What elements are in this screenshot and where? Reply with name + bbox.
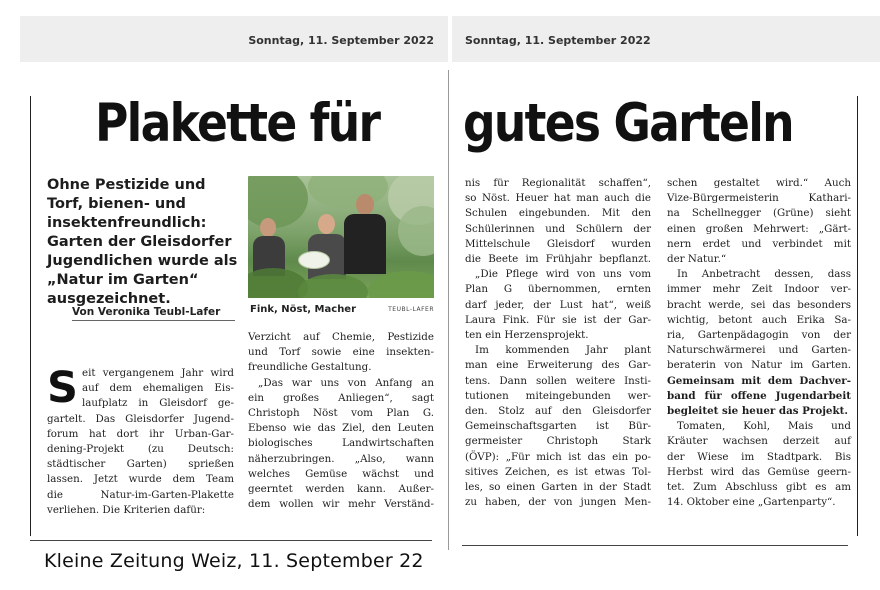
- article-text-line: darf jeder, der Lust hat“, weiß: [465, 298, 651, 311]
- article-text-line: Vize-Bürgermeisterin Kathari-: [667, 192, 851, 205]
- left-border: [30, 96, 31, 536]
- article-text-line: „Die Pflege wird von uns vom: [475, 268, 651, 281]
- person-head: [356, 194, 374, 215]
- article-text-line: germeister Christoph Stark: [465, 435, 651, 448]
- article-text-line: ria, Gartenpädagogin von der: [667, 329, 851, 342]
- byline-rule: [72, 320, 235, 321]
- article-text-line: ein großes Anliegen“, sagt: [248, 391, 434, 404]
- article-text-line: tet. Zum Abschluss gibt es am: [667, 481, 851, 494]
- article-text-line: forum hat dort ihr Urban-Gar-: [47, 427, 234, 440]
- article-text-line: dem wollen wir mehr Verständ-: [248, 498, 434, 511]
- article-text-line: „Das war uns von Anfang an: [258, 376, 434, 389]
- article-photo: [248, 176, 434, 298]
- article-text-line: dening-Projekt (zu Deutsch:: [47, 443, 234, 456]
- bottom-rule-right: [462, 545, 848, 546]
- article-text-line: auf dem ehemaligen Eis-: [81, 382, 234, 395]
- photo-credit: TEUBL-LAFER: [388, 306, 434, 313]
- article-text-line: die Natur-im-Garten-Plakette: [47, 488, 234, 501]
- headline-left: Plakette für: [95, 93, 380, 154]
- article-text-line: Verzicht auf Chemie, Pestizide: [248, 331, 434, 343]
- lead-text: Ohne Pestizide und Torf, bienen- und insektenfreundlich: Garten der Gleisdorfer Jugendlichen wurde als „Natur im Garten“ ausgezeichnet.: [47, 177, 238, 307]
- article-text-line: der Natur.“: [667, 253, 727, 266]
- headline-right: gutes Garteln: [463, 93, 793, 154]
- article-text-line: Tomaten, Kohl, Mais und: [677, 420, 851, 433]
- article-text-line: Christoph Nöst vom Plan G.: [248, 407, 434, 420]
- page-date-left: Sonntag, 11. September 2022: [248, 34, 434, 47]
- article-text-line: näherzubringen. „Also, wann: [248, 452, 434, 465]
- article-text-line: (ÖVP): „Für mich ist das ein po-: [465, 450, 651, 463]
- article-text-line: gartelt. Das Gleisdorfer Jugend-: [47, 412, 234, 425]
- article-text-line: Mittelschule Gleisdorf wurden: [465, 237, 651, 250]
- photo-foliage: [398, 206, 434, 256]
- article-text-line: und Torf sowie eine insekten-: [248, 346, 434, 359]
- article-text-line: tutionen miteingebunden wer-: [465, 389, 651, 402]
- article-text-line: beraterin von Natur im Garten.: [667, 359, 851, 372]
- article-text-line: Im kommenden Jahr plant: [475, 344, 651, 357]
- article-text-line: freundliche Gestaltung.: [248, 361, 372, 374]
- article-text-line: begleitet sie heuer das Projekt.: [667, 405, 848, 418]
- bottom-rule-left: [30, 540, 432, 541]
- article-text-line: Plan G übernommen, ernten: [465, 283, 651, 296]
- article-text-line: ten ein Herzensprojekt.: [465, 329, 589, 342]
- article-column-4: [667, 176, 851, 510]
- article-text-line: wichtig, betont auch Erika Sa-: [667, 313, 851, 326]
- article-column-3: [465, 176, 651, 510]
- source-note: Kleine Zeitung Weiz, 11. September 22: [44, 550, 424, 572]
- article-text-line: Herbst wird das Gemüse geern-: [667, 465, 851, 478]
- photo-foliage: [248, 176, 308, 228]
- article-text-line: die Beete im Frühjahr bepflanzt.: [465, 253, 651, 266]
- article-text-line: Gemeinschaftsgarten ist Bür-: [465, 420, 651, 433]
- byline: Von Veronika Teubl-Lafer: [72, 306, 221, 318]
- person-body: [344, 214, 386, 274]
- article-text-line: Schulen eingebunden. Mit den: [465, 207, 651, 220]
- person-head: [260, 218, 276, 237]
- article-text-line: nis für Regionalität schaffen“,: [465, 177, 651, 189]
- article-text-line: nern erdet und verbindet mit: [667, 237, 851, 250]
- article-text-line: so Nöst. Heuer hat man auch die: [465, 192, 651, 205]
- article-text-line: zu haben, der von jungen Men-: [465, 496, 651, 509]
- article-text-line: In Anbetracht dessen, dass: [677, 268, 851, 281]
- article-text-line: na Schellnegger (Grüne) sieht: [667, 207, 851, 220]
- article-text-line: biologisches Landwirtschaften: [248, 437, 434, 450]
- article-text-line: lassen. Jetzt wurde dem Team: [47, 473, 234, 486]
- article-text-line: geerntet werden kann. Außer-: [248, 483, 434, 496]
- article-column-1: [47, 363, 234, 518]
- article-text-line: Laura Fink. Für sie ist der Gar-: [465, 313, 651, 326]
- article-text-line: 14. Oktober eine „Gartenparty“.: [667, 496, 836, 509]
- photo-foliage: [308, 176, 388, 209]
- article-text-line: den. Stolz auf den Gleisdorfer: [465, 405, 651, 418]
- article-text-line: les, so einen Garten in der Stadt: [465, 481, 651, 494]
- article-text-line: schen gestaltet wird.“ Auch: [667, 177, 851, 189]
- right-border: [857, 96, 858, 536]
- article-text-line: Ebenso wie das Ziel, den Leuten: [248, 422, 434, 435]
- dropcap: S: [47, 363, 78, 413]
- article-column-2: [248, 330, 434, 512]
- article-text-line: laufplatz in Gleisdorf ge-: [81, 397, 234, 410]
- page-date-right: Sonntag, 11. September 2022: [465, 34, 651, 47]
- article-text-line: verliehen. Die Kriterien dafür:: [47, 503, 206, 516]
- article-text-line: man eine Erweiterung des Gar-: [465, 359, 651, 372]
- photo-caption: Fink, Nöst, Macher: [250, 304, 357, 315]
- article-text-line: tens. Dann sollen weitere Insti-: [465, 374, 651, 387]
- article-text-line: immer mehr Zeit Indoor ver-: [667, 283, 851, 296]
- article-text-line: Naturschwärmerei und Garten-: [667, 344, 851, 357]
- article-text-line: sitives Zeichen, es ist etwas Tol-: [465, 465, 651, 478]
- award-plaque: [298, 251, 330, 269]
- article-text-line: der Wiese im Stadtpark. Bis: [667, 450, 851, 463]
- photo-foliage: [368, 271, 434, 298]
- article-text-line: städtischer Garten) sprießen: [47, 458, 234, 471]
- article-text-line: Gemeinsam mit dem Dachver-: [667, 374, 851, 387]
- article-text-line: eit vergangenem Jahr wird: [81, 367, 234, 379]
- article-text-line: Kräuter wachsen derzeit auf: [667, 435, 851, 448]
- article-text-line: einen großen Mehrwert: „Gärt-: [667, 222, 851, 235]
- article-text-line: band für offene Jugendarbeit: [667, 389, 851, 402]
- article-text-line: welches Gemüse wächst und: [248, 467, 434, 480]
- page-gutter: [448, 70, 449, 550]
- person-head: [318, 214, 335, 234]
- article-text-line: Schülerinnen und Schülern der: [465, 222, 651, 235]
- article-text-line: bracht werde, sei das besonders: [667, 298, 851, 311]
